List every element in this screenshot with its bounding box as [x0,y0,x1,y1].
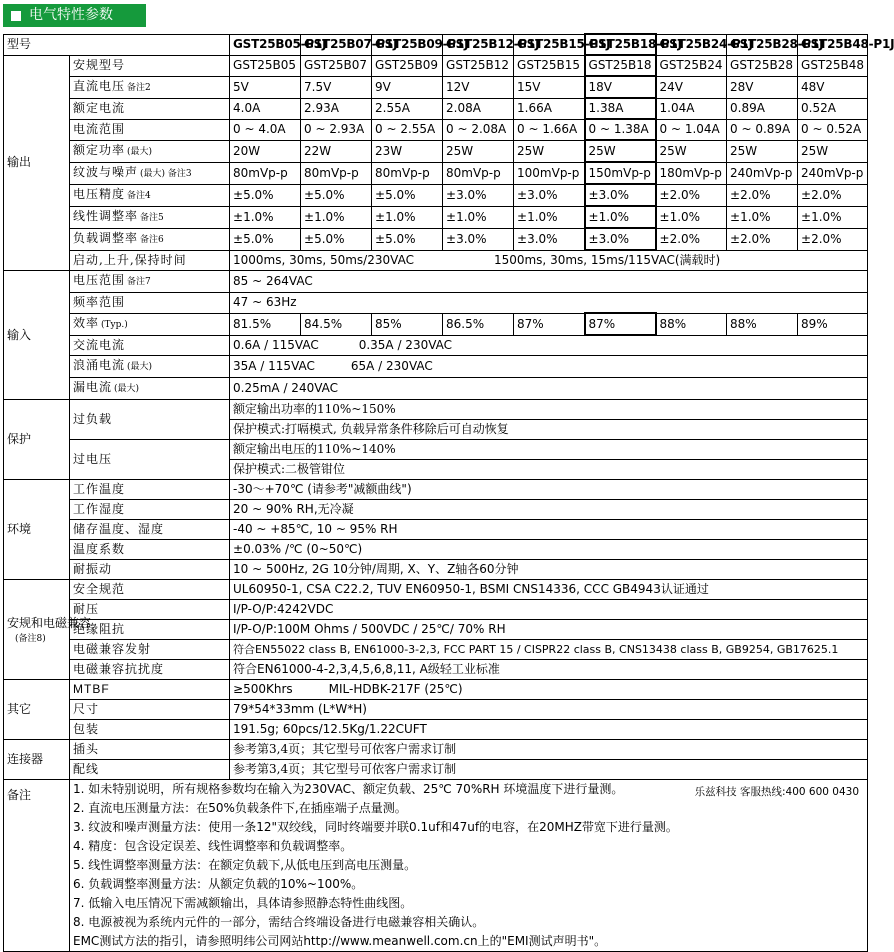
cell: ±2.0% [727,184,798,206]
cell-highlighted: ±1.0% [585,206,656,228]
row-label-note: 备注6 [140,234,164,245]
row-label: 尺寸 [70,700,230,720]
cell: ±5.0% [372,184,443,206]
cell: 88% [656,313,727,335]
row-label-note: 备注5 [140,212,164,223]
section-connector: 连接器 [4,740,70,780]
note-item: 3. 纹波和噪声测量方法：使用一条12"双绞线，同时终端要并联0.1uf和47uf的电容，在20MHZ带宽下进行量测。 [73,820,678,834]
row-cable [4,760,868,780]
cell: 0 ~ 1.66A [514,119,585,140]
cell: 12V [443,76,514,98]
cell: ±5.0% [372,228,443,250]
cell-wide [230,680,868,700]
cell-highlighted: 87% [585,313,656,335]
cell: ±1.0% [372,206,443,228]
cell: 0 ~ 4.0A [230,119,301,140]
cell-wide: ±0.03% /℃ (0~50℃) [230,540,868,560]
cell: ±5.0% [230,228,301,250]
note-item: 2. 直流电压测量方法：在50%负载条件下,在插座端子点量测。 [73,801,407,815]
cell-wide: 符合EN55022 class B, EN61000-3-2,3, FCC PART 15 / CISPR22 class B, CNS13438 class B, GB9254, GB17625.1 [230,640,868,660]
row-vibration [4,560,868,580]
cell: 87% [514,313,585,335]
cell: 1.66A [514,98,585,119]
row-label-text: 负载调整率 [73,230,139,245]
cell-wide: 保护模式:二极管钳位 [230,460,868,480]
cell: 100mVp-p [514,162,585,184]
cell: 85% [372,313,443,335]
cell: ±2.0% [656,184,727,206]
row-label [70,140,230,162]
cell: GST25B24 [656,55,727,76]
model-header: GST25B28-P1J [727,34,798,55]
row-voltage-tolerance [4,184,868,206]
cell: 22W [301,140,372,162]
row-withstand [4,600,868,620]
row-label: 插头 [70,740,230,760]
cell: ±5.0% [230,184,301,206]
row-label-text: 电压精度 [73,186,126,201]
note-item: 5. 线性调整率测量方法：在额定负载下,从低电压到高电压测量。 [73,858,417,872]
row-overvoltage-1 [4,440,868,460]
row-label-text: 直流电压 [73,78,126,93]
row-label-note: (最大) [127,362,153,372]
row-label: 耐振动 [70,560,230,580]
row-ac-current [4,335,868,356]
row-label-text: 电压范围 [73,273,126,287]
cell: GST25B48 [798,55,868,76]
cell: 80mVp-p [301,162,372,184]
cell: 4.0A [230,98,301,119]
cell: 240mVp-p [798,162,868,184]
row-label: 过负载 [70,400,230,440]
section-protection: 保护 [4,400,70,480]
cell-wide: 额定输出功率的110%~150% [230,400,868,420]
section-safety-label: 安规和电磁兼容 [7,616,92,630]
note-item: EMC测试方法的指引，请参照明纬公司网站http://www.meanwell.com.cn上的"EMI测试声明书"。 [73,934,607,948]
cell-wide: 20 ~ 90% RH,无冷凝 [230,500,868,520]
cell-highlighted: ±3.0% [585,228,656,250]
cell: 2.55A [372,98,443,119]
section-environment: 环境 [4,480,70,580]
cell: 1.04A [656,98,727,119]
cell: ±1.0% [514,206,585,228]
cell-wide: 参考第3,4页；其它型号可依客户需求订制 [230,740,868,760]
cell: ±5.0% [301,184,372,206]
cell: 25W [443,140,514,162]
cell: GST25B12 [443,55,514,76]
notes-cell [70,780,868,952]
cell-wide [230,250,868,271]
row-label-note: 备注2 [127,82,151,93]
row-label: 电磁兼容发射 [70,640,230,660]
cell: 20W [230,140,301,162]
cell: 9V [372,76,443,98]
cell: ±2.0% [798,228,868,250]
setup-time-115: 1500ms, 30ms, 15ms/115VAC(满载时) [493,253,721,267]
cell-highlighted: 25W [585,140,656,162]
cell-wide: 符合EN61000-4-2,3,4,5,6,8,11, A级轻工业标准 [230,660,868,680]
row-load-regulation [4,228,868,250]
row-emc-immunity [4,660,868,680]
cell-highlighted: 18V [585,76,656,98]
square-icon [11,11,21,21]
model-header-highlighted: GST25B18-P1J [585,34,656,55]
row-isolation [4,620,868,640]
row-remarks [4,780,868,952]
row-plug [4,740,868,760]
cell: 0 ~ 2.55A [372,119,443,140]
cell-wide: 保护模式:打嗝模式, 负载异常条件移除后可自动恢复 [230,420,868,440]
row-label: 安规型号 [70,55,230,76]
row-label: 启动,上升,保持时间 [70,250,230,271]
cell: ±1.0% [230,206,301,228]
cell-highlighted: 1.38A [585,98,656,119]
row-efficiency [4,313,868,335]
row-mtbf [4,680,868,700]
model-header: GST25B09-P1J [372,34,443,55]
row-rated-current [4,98,868,119]
cell: 240mVp-p [727,162,798,184]
cell: GST25B09 [372,55,443,76]
row-label: 配线 [70,760,230,780]
cell: GST25B28 [727,55,798,76]
row-inrush-current [4,356,868,378]
cell: ±3.0% [443,184,514,206]
row-label [70,228,230,250]
section-header-label: 电气特性参数 [29,7,113,23]
cell: ±5.0% [301,228,372,250]
ac-current-115: 0.6A / 115VAC [233,338,319,352]
row-label-note: (最大) [114,384,140,394]
service-hotline: 乐兹科技 客服热线:400 600 0430 [694,786,860,798]
row-label [70,356,230,378]
cell-wide: 47 ~ 63Hz [230,293,868,314]
row-label: 交流电流 [70,335,230,356]
cell-highlighted: ±3.0% [585,184,656,206]
row-label-text: 漏电流 [73,380,113,394]
row-label-note: 备注4 [127,190,151,201]
cell-highlighted: 0 ~ 1.38A [585,119,656,140]
row-ripple [4,162,868,184]
cell: 0 ~ 0.89A [727,119,798,140]
model-header-row [4,34,868,55]
row-label: MTBF [70,680,230,700]
cell: 88% [727,313,798,335]
cell: 5V [230,76,301,98]
title-label: 型号 [4,34,230,55]
cell: 48V [798,76,868,98]
row-safety-standards [4,580,868,600]
cell: 2.93A [301,98,372,119]
setup-time-230: 1000ms, 30ms, 50ms/230VAC [233,253,414,267]
inrush-115: 35A / 115VAC [233,359,315,373]
row-label-note: (Typ.) [101,319,128,330]
row-frequency-range [4,293,868,314]
cell-highlighted: GST25B18 [585,55,656,76]
row-label: 耐压 [70,600,230,620]
cell: 84.5% [301,313,372,335]
row-current-range [4,119,868,140]
row-label-note: (最大) [127,146,153,157]
inrush-230: 65A / 230VAC [350,359,433,373]
cell: ±1.0% [727,206,798,228]
row-working-humidity [4,500,868,520]
row-label-text: 效率 [73,315,100,330]
cell: 80mVp-p [230,162,301,184]
row-label-note: (最大) 备注3 [140,168,192,179]
section-other: 其它 [4,680,70,740]
cell: GST25B15 [514,55,585,76]
row-temp-coefficient [4,540,868,560]
model-header: GST25B05-P1J [230,34,301,55]
cell: 81.5% [230,313,301,335]
cell-wide: 191.5g; 60pcs/12.5Kg/1.22CUFT [230,720,868,740]
cell: ±1.0% [301,206,372,228]
cell: 180mVp-p [656,162,727,184]
cell: 0.52A [798,98,868,119]
cell: ±1.0% [656,206,727,228]
row-label: 绝缘阻抗 [70,620,230,640]
row-leakage-current [4,378,868,400]
spec-table [3,33,894,952]
cell-highlighted: 150mVp-p [585,162,656,184]
note-item: 7. 低输入电压情况下需减额输出，具体请参照静态特性曲线图。 [73,896,413,910]
cell: 80mVp-p [443,162,514,184]
note-item: 8. 电源被视为系统内元件的一部分，需结合终端设备进行电磁兼容相关确认。 [73,915,485,929]
cell: 25W [514,140,585,162]
row-rated-power [4,140,868,162]
cell: GST25B07 [301,55,372,76]
row-safety-model [4,55,868,76]
cell-wide [230,335,868,356]
ac-current-230: 0.35A / 230VAC [358,338,453,352]
cell: 28V [727,76,798,98]
cell: GST25B05 [230,55,301,76]
cell: 25W [656,140,727,162]
model-header: GST25B24-P1J [656,34,727,55]
cell: 7.5V [301,76,372,98]
cell: 86.5% [443,313,514,335]
row-label [70,206,230,228]
row-label [70,378,230,400]
cell: 15V [514,76,585,98]
row-label: 额定电流 [70,98,230,119]
cell: 2.08A [443,98,514,119]
cell: ±2.0% [727,228,798,250]
cell: 80mVp-p [372,162,443,184]
cell: ±3.0% [514,228,585,250]
cell-wide: 79*54*33mm (L*W*H) [230,700,868,720]
row-voltage-range [4,271,868,293]
mtbf-standard: MIL-HDBK-217F (25℃) [328,682,463,696]
section-output: 输出 [4,55,70,271]
row-label [70,76,230,98]
row-dimension [4,700,868,720]
cell: ±1.0% [798,206,868,228]
row-label-note: 备注7 [127,277,151,287]
note-item: 4. 精度：包含设定误差、线性调整率和负载调整率。 [73,839,353,853]
row-label-text: 浪涌电流 [73,358,126,372]
row-packing [4,720,868,740]
cell: 0 ~ 1.04A [656,119,727,140]
cell-wide [230,356,868,378]
cell-wide: -40 ~ +85℃, 10 ~ 95% RH [230,520,868,540]
row-overload-1 [4,400,868,420]
cell-wide: 85 ~ 264VAC [230,271,868,293]
row-label: 安全规范 [70,580,230,600]
cell: 0.89A [727,98,798,119]
row-setup-time [4,250,868,271]
cell-wide: 额定输出电压的110%~140% [230,440,868,460]
row-label [70,313,230,335]
row-label: 储存温度、湿度 [70,520,230,540]
row-label [70,271,230,293]
row-label: 包装 [70,720,230,740]
row-label [70,184,230,206]
cell: 0 ~ 0.52A [798,119,868,140]
section-safety-note: (备注8) [15,634,46,644]
cell-wide: I/P-O/P:100M Ohms / 500VDC / 25℃/ 70% RH [230,620,868,640]
row-working-temp [4,480,868,500]
row-label: 电磁兼容抗扰度 [70,660,230,680]
cell: 0 ~ 2.08A [443,119,514,140]
note-item: 6. 负载调整率测量方法：从额定负载的10%~100%。 [73,877,364,891]
cell-wide: I/P-O/P:4242VDC [230,600,868,620]
row-dc-voltage [4,76,868,98]
row-label [70,162,230,184]
model-header: GST25B12-P1J [443,34,514,55]
cell-wide: 10 ~ 500Hz, 2G 10分钟/周期, X、Y、Z轴各60分钟 [230,560,868,580]
cell: 24V [656,76,727,98]
model-header: GST25B15-P1J [514,34,585,55]
row-label: 温度系数 [70,540,230,560]
section-header [3,4,146,27]
cell: 0 ~ 2.93A [301,119,372,140]
row-label: 工作温度 [70,480,230,500]
row-line-regulation [4,206,868,228]
mtbf-value: ≥500Khrs [233,682,293,696]
cell: ±1.0% [443,206,514,228]
cell: ±2.0% [656,228,727,250]
row-storage [4,520,868,540]
model-header: GST25B48-P1J [798,34,868,55]
cell: 23W [372,140,443,162]
cell-wide: 参考第3,4页；其它型号可依客户需求订制 [230,760,868,780]
note-item: 1. 如未特别说明，所有规格参数均在输入为230VAC、额定负载、25℃ 70%RH 环境温度下进行量测。 [73,782,624,796]
cell-wide: -30～+70℃ (请参考"减额曲线") [230,480,868,500]
section-remarks: 备注 [4,780,70,952]
row-label: 电流范围 [70,119,230,140]
section-input: 输入 [4,271,70,400]
model-header: GST25B07-P1J [301,34,372,55]
row-label: 工作湿度 [70,500,230,520]
cell: 25W [798,140,868,162]
cell: 89% [798,313,868,335]
row-label-text: 线性调整率 [73,208,139,223]
cell-wide: 0.25mA / 240VAC [230,378,868,400]
row-label-text: 纹波与噪声 [73,164,139,179]
row-label: 频率范围 [70,293,230,314]
row-emc-emission [4,640,868,660]
cell: ±3.0% [443,228,514,250]
row-label-text: 额定功率 [73,142,126,157]
row-label: 过电压 [70,440,230,480]
cell: ±2.0% [798,184,868,206]
cell: ±3.0% [514,184,585,206]
cell-wide: UL60950-1, CSA C22.2, TUV EN60950-1, BSMI CNS14336, CCC GB4943认证通过 [230,580,868,600]
cell: 25W [727,140,798,162]
